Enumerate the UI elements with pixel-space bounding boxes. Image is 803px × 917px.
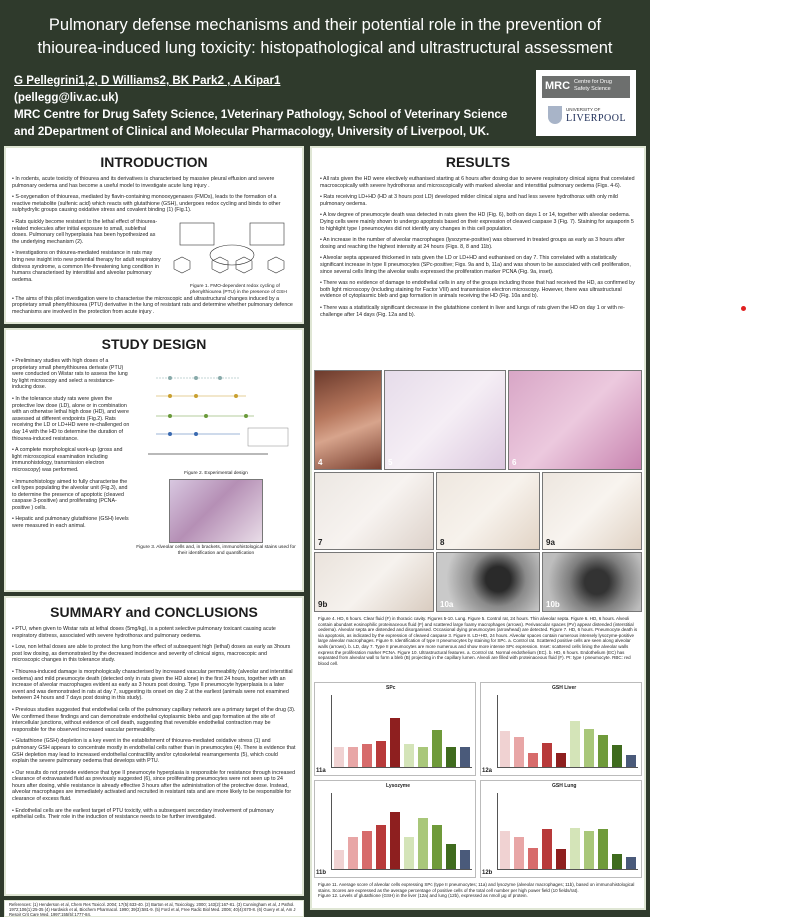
summary-paragraph: • PTU, when given to Wistar rats at lethal doses (5mg/kg), is a potent selective pulmonary toxicant causing acute respiratory distress, associated with severe hydrothorax and pulmonary oedema. bbox=[12, 626, 276, 639]
design-paragraph: • Immunohistology aimed to fully characterise the cell types populating the alveolar unit (Fig.3), and to determine the presence of apoptotic (cleaved caspase 3-positive) and proliferating (PCNA-positive ) cells. bbox=[12, 478, 128, 511]
chart-bar bbox=[404, 744, 414, 767]
results-heading: RESULTS bbox=[445, 154, 511, 170]
chart-id-label: 11a bbox=[316, 768, 326, 774]
results-paragraph: • An increase in the number of alveolar macrophages (lysozyme-positive) was observed in treated groups as early as 3 hours after dosing and reaching the highest intensity at 24 hours (Figs. 8, 8 and 11b). bbox=[320, 237, 625, 250]
figure-label: 10b bbox=[546, 600, 560, 609]
chart-bar bbox=[584, 831, 594, 869]
chart-bar bbox=[418, 747, 428, 767]
chart-title: Lysozyme bbox=[386, 783, 410, 789]
figure-1-caption: Figure 1. FMO-dependent redox cycling of phenylthiourea (PTU) in the presence of GSH bbox=[190, 283, 287, 295]
chart-plot-area bbox=[331, 793, 472, 870]
figure-3-caption: Figure 3. Alveolar cells and, in brackets, immunohistological stains used for their identification and quantification bbox=[136, 545, 296, 556]
chart-bar bbox=[418, 818, 428, 869]
figure-10b-image bbox=[542, 552, 642, 612]
chart-bar bbox=[446, 747, 456, 767]
summary-panel bbox=[4, 596, 304, 896]
figure-label: 9b bbox=[318, 600, 328, 609]
institution-logos bbox=[536, 70, 636, 136]
results-paragraph: • Rats receiving LD+HD (HD at 3 hours post LD) developed milder clinical signs and had less severe hydrothorax with only mild pulmonary oedema. bbox=[320, 194, 618, 207]
chart-bar bbox=[556, 849, 566, 869]
summary-paragraph: • Thiourea-induced damage is morphologically characterised by increased vascular permeability (alveolar and interstitial oedema) and mild pneumocyte death (detected only in rats given the HD alone) in the first 24 hours, together with an increase of alveolar macrophages evident as early as 3 hours post dosing. Type II pneumocyte hyperplasia is a later event and was demonstrated in rats at day 7, suggesting its onset on day 2 at the earliest (animals were not examined between 24 hours and 7 days post dosing in this study). bbox=[12, 668, 293, 702]
summary-text bbox=[6, 626, 302, 821]
figure-9b-image bbox=[314, 552, 434, 612]
experimental-design-diagram bbox=[136, 358, 296, 468]
chart-bar bbox=[612, 854, 622, 869]
chart-12b bbox=[480, 780, 642, 878]
chart-bar bbox=[570, 828, 580, 869]
authors-block bbox=[14, 72, 534, 140]
references-box bbox=[4, 900, 304, 917]
chart-bar bbox=[460, 747, 470, 767]
figure-9a-image bbox=[542, 472, 642, 550]
design-figures bbox=[136, 358, 296, 557]
title-line-2: thiourea-induced lung toxicity: histopathological and ultrastructural assessment bbox=[37, 39, 613, 57]
affiliation-1: MRC Centre for Drug Safety Science, 1Veterinary Pathology, School of Veterinary Science bbox=[14, 108, 508, 121]
chart-bar bbox=[626, 755, 636, 767]
author-list: G Pellegrini1,2, D Williams2, BK Park2 , A Kipar1 bbox=[14, 74, 281, 87]
chart-title: SPc bbox=[386, 685, 396, 691]
chart-plot-area bbox=[497, 695, 638, 768]
chart-bar bbox=[556, 753, 566, 767]
figure-label: 7 bbox=[318, 538, 323, 547]
introduction-panel bbox=[4, 146, 304, 324]
design-paragraph: • Hepatic and pulmonary glutathione (GSH) levels were measured in each animal. bbox=[12, 516, 129, 530]
figure-1 bbox=[168, 219, 296, 296]
chart-bar bbox=[460, 850, 470, 869]
summary-heading: SUMMARY and CONCLUSIONS bbox=[50, 604, 258, 620]
chart-plot-area bbox=[331, 695, 472, 768]
figure-12-caption: Figure 12. Levels of glutathione (GSH) in the liver (12a) and lung (12b), expressed as nmol/ µg of protein. bbox=[318, 893, 528, 899]
intro-paragraph: • S-oxygenation of thioureas, mediated by flavin-containing monooxygenases (FMOs), leads to the formation of a reactive metabolite (sulfenic acid) which reacts with glutathione (GSH), undergoes redox cycling and binds to other sulphydrylic groups causing oxidative stress and covalent binding (1) (Fig.1). bbox=[12, 194, 281, 214]
results-text bbox=[312, 176, 644, 318]
chart-12a bbox=[480, 682, 642, 776]
chart-bar bbox=[528, 848, 538, 869]
figure-6-image bbox=[508, 370, 642, 470]
chart-bar bbox=[500, 731, 510, 767]
summary-paragraph: • Our results do not provide evidence that type II pneumocyte hyperplasia is responsible for resistance through increased clearance of extravasated fluid as previously suggested (6), since proliferating pneumocytes were not seen up to 24 hours after dosing, while resistance is already effective 3 hours after the administration of the protective dose. Instead, alveolar macrophages are immediately activated and recruited in resistant rats and are more likely to be responsible for clearance of excess fluid. bbox=[12, 769, 296, 803]
figure-7-image bbox=[314, 472, 434, 550]
chart-title: GSH Lung bbox=[552, 783, 577, 789]
results-paragraph: • A low degree of pneumocyte death was detected in rats given the HD (Fig. 6), both on days 1 or 14, together with alveolar oedema. Dying cells were mainly shown to undergo apoptosis based on their expression of cleaved caspase 3 (Fig. 7). Staining for aquaporin 5 to highlight type I pneumocytes did not identify any changes in this cell population. bbox=[320, 212, 634, 232]
author-email: (pellegg@liv.ac.uk) bbox=[14, 91, 119, 104]
chart-bar bbox=[362, 744, 372, 767]
chart-bar bbox=[514, 737, 524, 767]
chart-bar bbox=[446, 844, 456, 869]
summary-paragraph: • Previous studies suggested that endothelial cells of the pulmonary capillary network are a primary target of the drug (3). We confirmed these findings and can demonstrate endothelial cytoplasmic blebs and gap formation at the site of intercellular junctions, without evidence of cell death, suggesting that reversible endothelial contraction may be responsible for the observed increased vascular permeability. bbox=[12, 706, 296, 733]
liverpool-logo-univ: UNIVERSITY OF bbox=[566, 107, 601, 112]
affiliation-2: and 2Department of Clinical and Molecular Pharmacology, University of Liverpool, UK. bbox=[14, 125, 490, 138]
figure-10a-image bbox=[436, 552, 540, 612]
introduction-heading: INTRODUCTION bbox=[100, 154, 208, 170]
fmo-redox-diagram bbox=[168, 219, 296, 281]
summary-paragraph: • Low, non lethal doses are able to protect the lung from the effect of subsequent high (lethal) doses as early as 3hours post low dosing, as demonstrated by the decreased incidence and severity of clinical signs, macroscopic and microscopic changes in this tolerance study. bbox=[12, 644, 291, 664]
chart-bar bbox=[626, 857, 636, 869]
chart-bar bbox=[376, 825, 386, 869]
mrc-logo-text: MRC bbox=[545, 80, 571, 92]
chart-plot-area bbox=[497, 793, 638, 870]
chart-bar bbox=[500, 831, 510, 869]
results-paragraph: • There was a statistically significant decrease in the glutathione content in liver and lungs of rats given the HD on day 1 or with re-challenge after 14 days (Fig. 12a and b). bbox=[320, 304, 625, 318]
results-panel bbox=[310, 146, 646, 910]
chart-title: GSH Liver bbox=[552, 685, 577, 691]
chart-bar bbox=[514, 837, 524, 869]
chart-bar bbox=[376, 741, 386, 767]
intro-left-column bbox=[12, 219, 162, 296]
figure-11-caption: Figure 11. Average score of alveolar cells expressing SPc (type II pneumocytes; 11a) and lysozyme (alveolar macrophages; 11b), based on immunohistological stains. Scores are expressed as the average percentage of positive cells of the total cell number per high power field (10 fields/rat). bbox=[318, 882, 635, 893]
design-paragraph: • A complete morphological work-up (gross and light microscopical examination including immunohistology, transmission electron microscopy) was performed. bbox=[12, 447, 123, 473]
figure-label: 10a bbox=[440, 600, 454, 609]
mrc-logo bbox=[542, 76, 630, 98]
mrc-logo-subtitle: Centre for Drug Safety Science bbox=[574, 79, 612, 92]
figure-label: 6 bbox=[512, 458, 517, 467]
intro-paragraph: • Investigations on thiourea-mediated resistance in rats may bring new insight into new potential therapy for adult respiratory distress syndrome, a common life-threatening lung condition in humans characterised by interstitial and alveolar pulmonary oedema. bbox=[12, 250, 161, 283]
title-line-1: Pulmonary defense mechanisms and their potential role in the prevention of bbox=[48, 16, 602, 34]
chart-bar bbox=[612, 745, 622, 767]
chart-bar bbox=[598, 735, 608, 767]
results-figure-caption: Figure 4. HD, 6 hours. Clear fluid (F) in thoracic cavity. Figures 5-10. Lung. Figure 5. Control rat, 24 hours. Thin alveolar septa. Figure 6. HD, 6 hours. Alveoli contain abundant eosinophilic proteinaceous fluid (F) and scattered large foamy macrophages (arrows). Perivascular spaces (PV) appear distended (interstitial oedema). Alveolar septa are distended and disorganised. Occasional dying pneumocytes (arrowhead) are detected. Figure 7. HD, 6 hours. Pneumocyte death is via apoptosis, as indicated by the expression of cleaved caspase 3. Figure 8. LD+HD, 24 hours. Alveolar spaces contain numerous intensely lysozyme-positive large alveolar macrophages. Figure 9. Identification of type II pneumocytes by staining for SPc. a. Control rat. Scattered positive cells are seen along alveolar walls (arrows). b. LD, day 7. Type II pneumocytes are more numerous and show more intense SPc expression. Inset: scattered cells lining the alveolar walls express the proliferation marker PCNA. Figure 10. Ultrastructural features. a. Control rat. Normal endothelium (EC). b. HD, 6 hours. Endothelium (EC) has separated from alveolar wall to form a bleb (B) projecting in the capillary lumen. Alveoli are filled with proteinaceous fluid (F). PI: type I pneumocyte. RBC: red blood cell. bbox=[318, 616, 638, 666]
chart-bar bbox=[348, 747, 358, 767]
intro-paragraph: • The aims of this pilot investigation were to characterise the microscopic and ultrastructural changes induced by a proprietary small phenylthiourea (PTU) derivative in the lung of resistant rats and determine whether pulmonary defence mechanisms are involved in the protection from acute injury . bbox=[12, 295, 293, 315]
chart-bar bbox=[390, 718, 400, 767]
figure-8-image bbox=[436, 472, 540, 550]
figure-label: 5 bbox=[388, 458, 393, 467]
figure-label: 4 bbox=[318, 458, 323, 467]
liverpool-logo bbox=[548, 106, 632, 128]
results-paragraph: • All rats given the HD were electively euthanised starting at 6 hours after dosing due to severe respiratory clinical signs that correlated macroscopically with severe hydrothorax and microscopically with marked alveolar and interstitial pulmonary oedema (Figs. 4-6). bbox=[320, 176, 635, 189]
chart-11b bbox=[314, 780, 476, 878]
results-paragraph: • There was no evidence of damage to endothelial cells in any of the groups including those that had received the HD, as confirmed by both light microscopy (including staining for Factor VIII) and transmission electron microscopy. However, there was ultrastructural evidence of cytoplasmic bleb and gap formation in animals receiving the HD (Fig. 10a and b). bbox=[320, 280, 635, 300]
summary-paragraph: • Glutathione (GSH) depletion is a key event in the establishment of thiourea-mediated oxidative stress (1) and pulmonary GSH appears to concentrate mostly in endothelial cells rather than in pneumocytes (4). There is evidence that GSH depletion may lead to increased endothelial contractility and/or cytoskeletal rearrangements (5), which could explain the severe pulmonary oedema that develops with PTU. bbox=[12, 738, 296, 765]
design-paragraph: • In the tolerance study rats were given the protective low dose (LD), alone or in combination with an otherwise lethal high dose (HD), and were assessed at different endpoints (Fig.2). Rats receiving the LD or LD+HD were re-challenged on day 14 with the HD to determine the duration of thiourea-induced resistance. bbox=[12, 395, 130, 442]
figure-4-image bbox=[314, 370, 382, 470]
red-dot-marker bbox=[741, 306, 746, 311]
chart-bar bbox=[334, 747, 344, 767]
intro-paragraph: • Rats quickly become resistant to the lethal effect of thiourea-related molecules after initial exposure to small, sublethal doses. Pulmonary cell hyperplasia has been hypothesized as the underlying mechanism (2). bbox=[12, 218, 158, 245]
chart-bar bbox=[432, 825, 442, 869]
bottom-caption bbox=[318, 882, 640, 899]
study-design-text bbox=[12, 358, 130, 557]
introduction-text bbox=[6, 176, 302, 315]
chart-bar bbox=[362, 831, 372, 869]
results-paragraph: • Alveolar septa appeared thickened in rats given the LD or LD+HD and euthanised on day 7. This correlated with a statistically significant increase in type II pneumocytes (SPc-positive; Figs. 9a and b, 11a) and was shown to be associated with cell proliferation, since several cells lining the alveolar walls expressed the proliferation marker PCNA (Fig. 9a, inset). bbox=[320, 255, 631, 275]
chart-bar bbox=[404, 837, 414, 869]
liverpool-logo-name: LIVERPOOL bbox=[566, 113, 627, 124]
figure-label: 9a bbox=[546, 538, 555, 547]
chart-11a bbox=[314, 682, 476, 776]
study-design-panel bbox=[4, 328, 304, 592]
summary-paragraph: • Endothelial cells are the earliest target of PTU toxicity, with a subsequent secondary involvement of pulmonary epithelial cells. Their role in the induction of resistance needs to be further investigated. bbox=[12, 807, 274, 821]
alveolar-cells-image bbox=[169, 479, 263, 543]
references-text: References: (1) Henderson et al, Chem Res Toxicol. 2004; 17(5):633-40. (2) Barton et al, Toxicology. 2000; 143(2):167-81. (3) Cunningham et al, J Pathol. 1972;106(1):25-35 (4) Hardwick et al, Biochem Pharmacol. 1990; 39(3):581-9. (5) Ford et al, Free Radic Biol Med. 2006; 40(4):670-8. (6) Guery et al, Am J Respir Crit Care Med. 1997;155(5):1777-84. bbox=[9, 902, 296, 917]
design-paragraph: • Preliminary studies with high doses of a proprietary small phenylthiourea derivate (PTU) were conducted on Wistar rats to assess the lung by light microscopy and select a resistance-inducing dose. bbox=[12, 358, 128, 391]
chart-id-label: 12b bbox=[482, 870, 493, 876]
chart-bar bbox=[542, 829, 552, 869]
chart-bar bbox=[528, 753, 538, 767]
chart-bar bbox=[348, 837, 358, 869]
chart-bar bbox=[432, 730, 442, 767]
intro-paragraph: • In rodents, acute toxicity of thiourea and its derivatives is characterised by massive pleural effusion and severe pulmonary oedema and has become a useful model to investigate acute lung injury . bbox=[12, 176, 275, 189]
figure-2-caption: Figure 2. Experimental design bbox=[184, 471, 248, 476]
figure-5-image bbox=[384, 370, 506, 470]
figure-label: 8 bbox=[440, 538, 445, 547]
university-crest-icon bbox=[548, 106, 562, 124]
chart-bar bbox=[570, 721, 580, 767]
chart-bar bbox=[542, 743, 552, 767]
chart-bar bbox=[334, 850, 344, 869]
chart-bar bbox=[584, 729, 594, 767]
study-design-heading: STUDY DESIGN bbox=[101, 336, 207, 352]
chart-bar bbox=[390, 812, 400, 869]
chart-id-label: 11b bbox=[316, 870, 327, 876]
chart-bar bbox=[598, 829, 608, 869]
chart-id-label: 12a bbox=[482, 768, 493, 774]
poster-title bbox=[8, 14, 642, 60]
